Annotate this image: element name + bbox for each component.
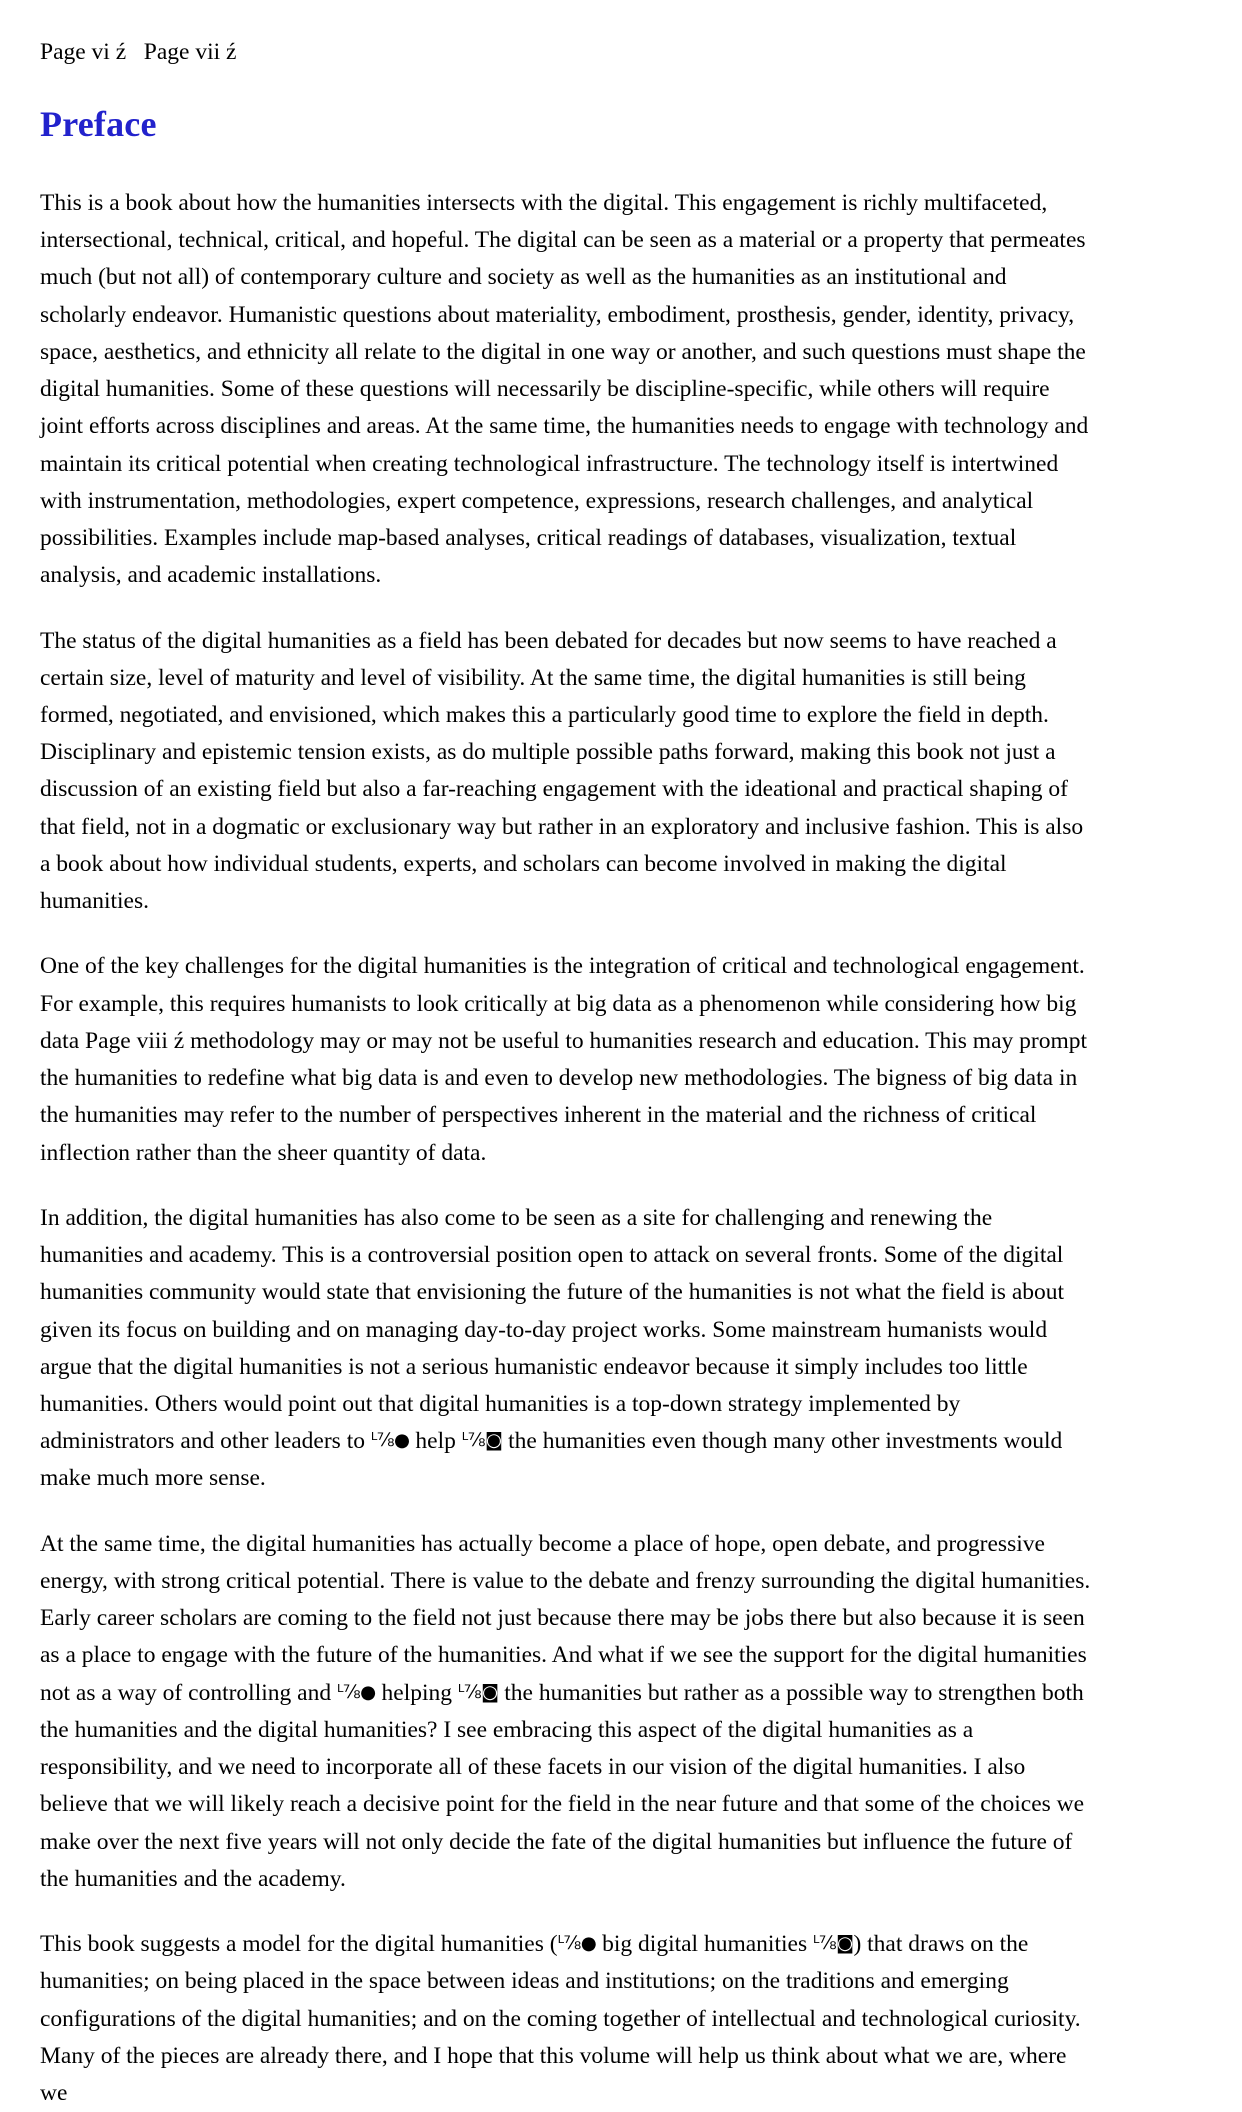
- page-title: Preface: [40, 104, 157, 145]
- paragraph-5: At the same time, the digital humanities has actually become a place of hope, open debate, and progressive energy, with strong critical potential. There is value to the debate and frenzy surrounding the digital humanities. Early career scholars are coming to the field not just because there may be jobs there but also because it is seen as a place to engage with the future of the humanities. And what if we see the support for the digital humanities not as a way of controlling and ᴸ⅞● helping ᴸ⅞◙ the humanities but rather as a possible way to strengthen both the humanities and the digital humanities? I see embracing this aspect of the digital humanities as a responsibility, and we need to incorporate all of these facets in our vision of the digital humanities. I also believe that we will likely reach a decisive point for the field in the near future and that some of the choices we make over the next five years will not only decide the fate of the digital humanities but influence the future of the humanities and the academy.: [40, 1530, 1091, 1892]
- quote-open-glyph: ᴸ⅞●: [336, 1681, 376, 1703]
- quote-open-glyph: ᴸ⅞●: [557, 1932, 597, 1954]
- paragraph-3: One of the key challenges for the digital humanities is the integration of critical and technological engagement. For example, this requires humanists to look critically at big data as a phenomenon while considering how big data Page viii ź methodology may or may not be useful to humanities research and education. This may prompt the humanities to redefine what big data is and even to develop new methodologies. The bigness of big data in the humanities may refer to the number of perspectives inherent in the material and the richness of critical inflection rather than the sheer quantity of data.: [40, 953, 1088, 1166]
- paragraph-6: This book suggests a model for the digital humanities (ᴸ⅞● big digital humanities ᴸ⅞◙) that draws on the humanities; on being placed in the space between ideas and institutions; on the traditions and emerging configurations of the digital humanities; and on the coming together of intellectual and technological curiosity. Many of the pieces are already there, and I hope that this volume will help us think about what we are, where we: [40, 1931, 1081, 2106]
- inline-page-marker: Page viii ź: [85, 1027, 185, 1054]
- page-number-markers: Page vi ź Page vii ź: [40, 39, 237, 65]
- quote-close-glyph: ᴸ⅞◙: [812, 1932, 854, 1954]
- quote-close-glyph: ᴸ⅞◙: [461, 1430, 503, 1452]
- quote-close-glyph: ᴸ⅞◙: [457, 1681, 499, 1703]
- paragraph-1: This is a book about how the humanities intersects with the digital. This engagement is richly multifaceted, intersectional, technical, critical, and hopeful. The digital can be seen as a material or a property that permeates much (but not all) of contemporary culture and society as well as the humanities as an institutional and scholarly endeavor. Humanistic questions about materiality, embodiment, prosthesis, gender, identity, privacy, space, aesthetics, and ethnicity all relate to the digital in one way or another, and such questions must shape the digital humanities. Some of these questions will necessarily be discipline-specific, while others will require joint efforts across disciplines and areas. At the same time, the humanities needs to engage with technology and maintain its critical potential when creating technological infrastructure. The technology itself is intertwined with instrumentation, methodologies, expert competence, expressions, research challenges, and analytical possibilities. Examples include map-based analyses, critical readings of databases, visualization, textual analysis, and academic installations.: [40, 189, 1089, 589]
- paragraph-2: The status of the digital humanities as a field has been debated for decades but now seems to have reached a certain size, level of maturity and level of visibility. At the same time, the digital humanities is still being formed, negotiated, and envisioned, which makes this a particularly good time to explore the field in depth. Disciplinary and epistemic tension exists, as do multiple possible paths forward, making this book not just a discussion of an existing field but also a far-reaching engagement with the ideational and practical shaping of that field, not in a dogmatic or exclusionary way but rather in an exploratory and inclusive fashion. This is also a book about how individual students, experts, and scholars can become involved in making the digital humanities.: [40, 627, 1084, 915]
- paragraph-4: In addition, the digital humanities has also come to be seen as a site for challenging and renewing the humanities and academy. This is a controversial position open to attack on several fronts. Some of the digital humanities community would state that envisioning the future of the humanities is not what the field is about given its focus on building and on managing day-to-day project works. Some mainstream humanists would argue that the digital humanities is not a serious humanistic endeavor because it simply includes too little humanities. Others would point out that digital humanities is a top-down strategy implemented by administrators and other leaders to ᴸ⅞● help ᴸ⅞◙ the humanities even though many other investments would make much more sense.: [40, 1204, 1065, 1492]
- quote-open-glyph: ᴸ⅞●: [370, 1430, 410, 1452]
